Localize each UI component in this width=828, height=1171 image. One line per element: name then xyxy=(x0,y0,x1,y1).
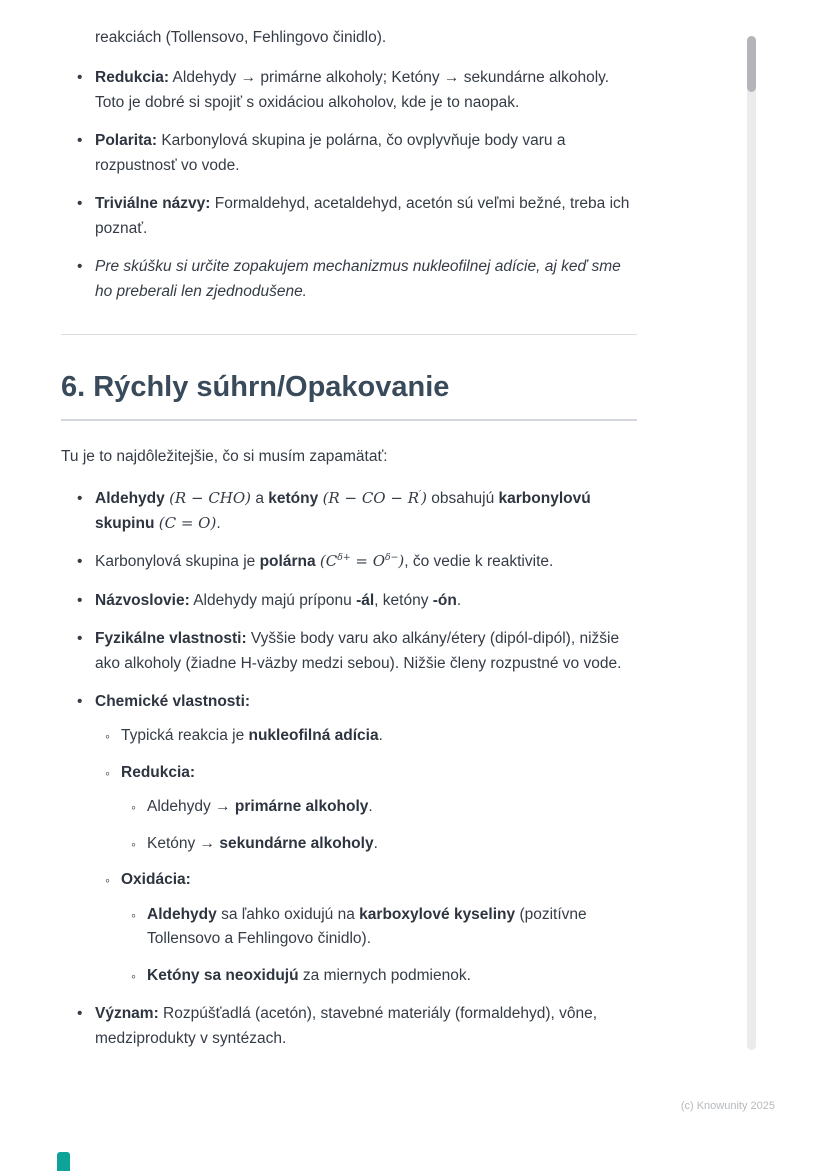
text-run: Aldehydy xyxy=(147,905,217,923)
summary-list xyxy=(61,487,637,1051)
text-run: -ón xyxy=(432,591,457,609)
text-run: Ketóny sa neoxidujú xyxy=(147,966,299,984)
bullet-icon: ◦ xyxy=(131,906,136,923)
text-run: , čo vedie k reaktivite. xyxy=(404,553,554,571)
bullet-icon: • xyxy=(77,195,83,213)
text-run: karboxylové kyseliny xyxy=(359,905,516,923)
list-item-text xyxy=(95,132,565,173)
list-item xyxy=(77,66,637,115)
bullet-icon: ◦ xyxy=(131,799,136,816)
text-run: Karbonylová skupina je xyxy=(95,553,260,571)
list-item xyxy=(131,964,637,988)
text-run: Triviálne názvy: xyxy=(95,195,211,213)
text-run: Aldehydy → primárne alkoholy; Ketóny → sekundárne alkoholy. Toto je dobré si spojiť s oxidáciou alkoholov, kde je to naopak. xyxy=(95,69,610,111)
text-run: sa ľahko oxidujú na xyxy=(216,905,360,923)
text-run: (pozitívne Tollensovo a Fehlingovo činidlo). xyxy=(147,905,587,948)
document-page xyxy=(61,26,637,1065)
list-item-text xyxy=(147,835,378,852)
list-item xyxy=(131,795,637,819)
list-item xyxy=(77,255,637,304)
list-item-text xyxy=(147,798,373,815)
list-item xyxy=(131,903,637,952)
bullet-icon: • xyxy=(77,1005,83,1023)
list-item-text xyxy=(95,592,461,609)
bullet-sublist xyxy=(95,724,637,988)
text-run: sekundárne alkoholy xyxy=(219,834,374,852)
math-expression: (R − CHO) xyxy=(169,489,252,508)
text-run: Aldehydy xyxy=(95,490,165,508)
math-expression: (R − CO − R′) xyxy=(322,489,427,508)
list-item-text xyxy=(95,258,621,299)
section-heading: 6. Rýchly súhrn/Opakovanie xyxy=(61,369,637,420)
text-run: za miernych podmienok. xyxy=(298,966,471,984)
text-run: . xyxy=(216,514,221,532)
text-run: ketóny xyxy=(268,490,319,508)
list-item xyxy=(77,550,637,574)
list-item-text xyxy=(121,764,195,781)
list-item xyxy=(77,690,637,988)
text-run: . xyxy=(373,834,378,852)
bullet-icon: • xyxy=(77,553,83,571)
list-item xyxy=(105,724,637,748)
text-run: nukleofilná adícia xyxy=(248,727,379,745)
bullet-sublist xyxy=(121,903,637,988)
bullet-icon: • xyxy=(77,132,83,150)
text-run: -ál xyxy=(356,591,375,609)
math-expression: (C = O) xyxy=(158,513,217,532)
text-run: , ketóny xyxy=(374,591,433,609)
text-run: primárne alkoholy xyxy=(234,798,369,816)
text-run: Redukcia: xyxy=(95,69,170,87)
list-item-text xyxy=(95,693,250,710)
copyright: (c) Knowunity 2025 xyxy=(680,1100,775,1112)
bullet-icon: ◦ xyxy=(131,967,136,984)
summary-intro: Tu je to najdôležitejšie, čo si musím zapamätať: xyxy=(61,447,388,465)
scrollbar-thumb[interactable] xyxy=(747,36,756,92)
list-item xyxy=(77,487,637,536)
bullet-icon: ◦ xyxy=(105,728,110,745)
bullet-icon: • xyxy=(77,258,83,276)
text-run: Oxidácia: xyxy=(121,871,191,889)
bullet-icon: • xyxy=(77,591,83,609)
text-run: Chemické vlastnosti: xyxy=(95,693,251,710)
list-item-text xyxy=(95,490,591,531)
text-run: a xyxy=(251,490,269,508)
paragraph-continuation: reakciách (Tollensovo, Fehlingovo činidlo). xyxy=(95,29,387,46)
list-item xyxy=(131,832,637,856)
list-item-text xyxy=(121,727,383,744)
text-run: . xyxy=(368,798,373,816)
list-item-text xyxy=(147,906,587,947)
text-run: Formaldehyd, acetaldehyd, acetón sú veľmi bežné, treba ich poznať. xyxy=(95,195,630,237)
text-run: . xyxy=(378,727,383,745)
bullet-icon: ◦ xyxy=(105,764,110,781)
section-divider xyxy=(61,334,637,335)
text-run: Význam: xyxy=(95,1005,159,1023)
list-item-text xyxy=(95,195,629,236)
next-page-accent xyxy=(57,1152,70,1171)
bullet-icon: • xyxy=(77,490,83,508)
list-item-text xyxy=(121,871,191,888)
bullet-icon: • xyxy=(77,630,83,648)
text-run: Fyzikálne vlastnosti: xyxy=(95,630,247,648)
text-run: Aldehydy majú príponu xyxy=(189,591,357,609)
bullet-icon: • xyxy=(77,69,83,87)
text-run: Polarita: xyxy=(95,132,158,150)
text-run: Typická reakcia je xyxy=(121,727,249,745)
bullet-icon: ◦ xyxy=(105,872,110,889)
text-run: obsahujú xyxy=(426,490,499,508)
list-item-text xyxy=(95,69,609,110)
text-run: Názvoslovie: xyxy=(95,591,190,609)
text-run: . xyxy=(456,591,462,609)
scrollbar-track[interactable] xyxy=(747,36,756,1050)
text-run: Vyššie body varu ako alkány/étery (dipól-dipól), nižšie ako alkoholy (žiadne H-väzby medzi sebou). Nižšie členy rozpustné vo vode. xyxy=(95,630,622,672)
text-run: Pre skúšku si určite zopakujem mechanizmus nukleofilnej adície, aj keď sme ho preberali len zjednodušene. xyxy=(95,258,621,300)
text-run: Rozpúšťadlá (acetón), stavebné materiály (formaldehyd), vône, medziprodukty v syntézach. xyxy=(95,1005,598,1047)
list-item xyxy=(77,129,637,178)
bullet-icon: • xyxy=(77,693,83,710)
list-item xyxy=(77,192,637,241)
list-item xyxy=(77,589,637,613)
list-item-text xyxy=(95,630,621,671)
list-item xyxy=(105,868,637,988)
list-item-text xyxy=(95,1005,597,1046)
text-run: Ketóny → xyxy=(147,834,220,852)
text-run: Karbonylová skupina je polárna, čo ovplyvňuje body varu a rozpustnosť vo vode. xyxy=(95,132,566,174)
list-item xyxy=(77,1002,637,1051)
notes-list xyxy=(61,66,637,304)
bullet-icon: ◦ xyxy=(131,835,136,852)
bullet-sublist xyxy=(121,795,637,856)
list-item xyxy=(105,761,637,856)
math-expression: $(C^{\delta+} = O^{\delta-})$ xyxy=(319,552,405,571)
list-item xyxy=(77,627,637,676)
list-item-text xyxy=(95,553,553,570)
text-run: Redukcia: xyxy=(121,763,196,781)
text-run: karbonylovú skupinu xyxy=(95,490,591,532)
text-run: polárna xyxy=(259,553,316,571)
list-item-text xyxy=(147,967,471,984)
text-run: Aldehydy → xyxy=(147,798,235,816)
